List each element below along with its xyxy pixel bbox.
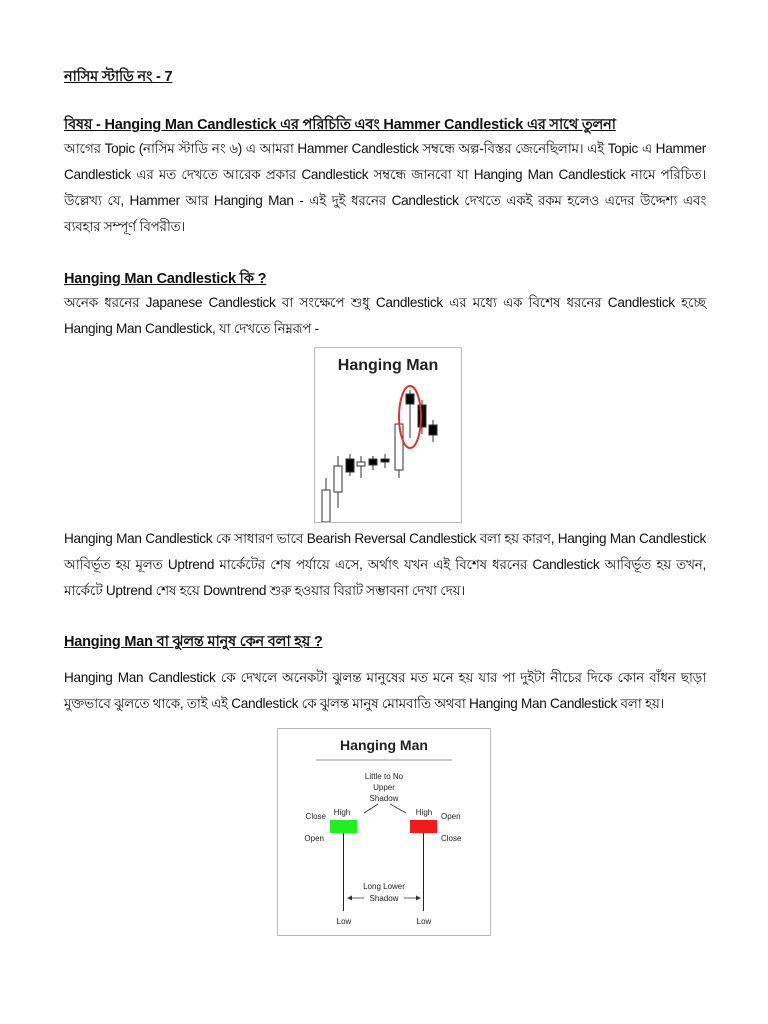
candle-3-body [346, 459, 354, 472]
right-low-label: Low [416, 917, 432, 926]
section-heading-what: Hanging Man Candlestick কি ? [64, 271, 267, 287]
what-paragraph: অনেক ধরনের Japanese Candlestick বা সংক্ষেপে শুধু Candlestick এর মধ্যে এক বিশেষ ধরনের Candlestick হচ্ছে Hanging Man Candlestick, যা দেখতে নিম্নরূপ - [64, 295, 706, 336]
candle-6-body [381, 459, 389, 462]
intro-paragraph: আগের Topic (নাসিম স্টাডি নং ৬) এ আমরা Hammer Candlestick সম্বন্ধে অল্প-বিস্তর জেনেছিলাম। এই Topic এ Hammer Candlestick এর মত দেখতে আরেক প্রকার Candlestick সম্বন্ধে জানবো যা Hanging Man Candlestick নামে পরিচিত। উল্লেখ্য যে, Hammer আর Hanging Man - এই দুই ধরনের Candlestick দেখতে একই রকম হলেও এদের উদ্দেশ্য এবং ব্যবহার সম্পূর্ণ বিপরীত। [64, 141, 706, 234]
upper-arrow-left [364, 804, 378, 813]
left-high-label: High [333, 808, 351, 817]
lower-shadow-note-1: Long Lower [363, 882, 405, 891]
section-heading-why: Hanging Man বা ঝুলন্ত মানুষ কেন বলা হয় ? [64, 634, 323, 650]
hanging-man-chart [315, 348, 461, 522]
green-candle-body [330, 820, 357, 833]
left-open-label: Open [304, 834, 324, 843]
upper-shadow-note-1: Little to No [364, 772, 404, 781]
lower-arrow-left-head [347, 896, 352, 901]
hanging-man-diagram [278, 729, 490, 935]
right-high-label: High [415, 808, 433, 817]
candle-4-body [357, 462, 365, 466]
right-close-label: Close [441, 834, 462, 843]
upper-shadow-note-2: Upper [373, 783, 395, 792]
hanging-man-chart-figure [314, 347, 462, 523]
hanging-man-diagram-figure [277, 728, 491, 936]
chart-title: Hanging Man [337, 357, 439, 374]
doc-title: নাসিম স্টাডি নং - 7 [64, 69, 173, 85]
lower-shadow-note-2: Shadow [369, 894, 399, 903]
candle-2-body [334, 466, 342, 492]
candle-9-body [418, 405, 426, 427]
red-candle-body [410, 820, 437, 833]
upper-shadow-note-3: Shadow [369, 794, 399, 803]
why-paragraph: Hanging Man Candlestick কে দেখলে অনেকটা ঝুলন্ত মানুষের মত মনে হয় যার পা দুইটা নীচের দিকে কোন বাঁধন ছাড়া মুক্তভাবে ঝুলতে থাকে, তাই এই Candlestick কে ঝুলন্ত মানুষ মোমবাতি অথবা Hanging Man Candlestick বলা হয়। [64, 670, 706, 711]
diagram-title: Hanging Man [340, 737, 428, 753]
doc-subject: বিষয় - Hanging Man Candlestick এর পরিচিতি এবং Hammer Candlestick এর সাথে তুলনা [64, 117, 616, 133]
upper-arrow-right [390, 804, 406, 813]
lower-arrow-right-head [416, 896, 421, 901]
candle-7-body [395, 424, 403, 470]
left-low-label: Low [336, 917, 352, 926]
candle-1-body [322, 490, 330, 522]
left-close-label: Close [305, 812, 326, 821]
right-open-label: Open [441, 812, 461, 821]
candle-5-body [369, 459, 377, 465]
bearish-reversal-paragraph: Hanging Man Candlestick কে সাধারণ ভাবে Bearish Reversal Candlestick বলা হয় কারণ, Hanging Man Candlestick আবির্ভূত হয় মূলত Uptrend মার্কেটের শেষ পর্যায়ে এসে, অর্থাৎ যখন এই বিশেষ ধরনের Candlestick আবির্ভূত হয় তখন, মার্কেটে Uptrend শেষ হয়ে Downtrend শুরু হওয়ার বিরাট সম্ভাবনা দেখা দেয়। [64, 531, 706, 598]
candle-8-body [406, 394, 414, 404]
candle-10-body [429, 425, 437, 435]
